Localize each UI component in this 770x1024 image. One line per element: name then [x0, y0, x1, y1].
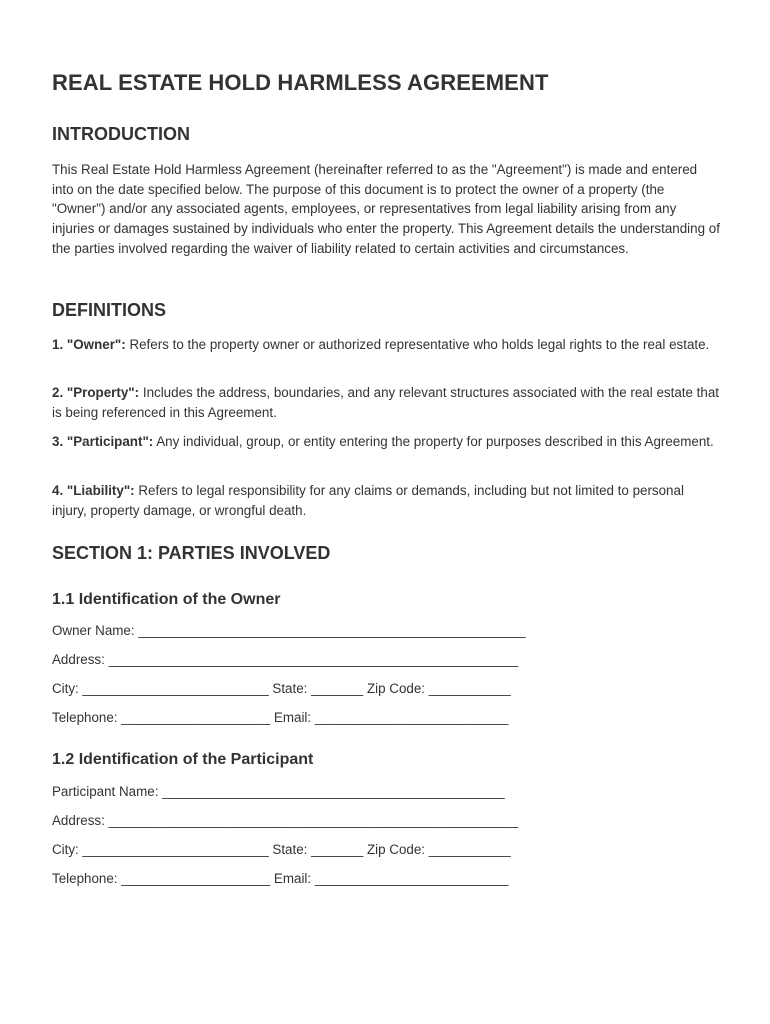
definition-item-property — [52, 383, 720, 422]
definition-term: 1. "Owner": — [52, 337, 126, 352]
definition-text: Includes the address, boundaries, and any relevant structures associated with the real estate that is being referenced in this Agreement. — [52, 385, 719, 420]
participant-telephone-email-field[interactable]: Telephone: ____________________ Email: __________________________ — [52, 871, 509, 886]
participant-city-state-zip-field[interactable]: City: _________________________ State: _______ Zip Code: ___________ — [52, 842, 511, 857]
definition-item-participant — [52, 432, 720, 452]
definition-item-liability — [52, 481, 720, 520]
section1-heading: SECTION 1: PARTIES INVOLVED — [52, 543, 331, 563]
owner-identification-heading: 1.1 Identification of the Owner — [52, 591, 281, 608]
definition-term: 3. "Participant": — [52, 434, 154, 449]
definition-text: Refers to legal responsibility for any claims or demands, including but not limited to personal injury, property damage, or wrongful death. — [52, 483, 684, 518]
participant-name-field[interactable]: Participant Name: ______________________________________________ — [52, 784, 505, 799]
definition-term: 2. "Property": — [52, 385, 140, 400]
document-title: REAL ESTATE HOLD HARMLESS AGREEMENT — [52, 70, 549, 95]
definition-text: Refers to the property owner or authorized representative who holds legal rights to the real estate. — [125, 337, 710, 352]
definition-term: 4. "Liability": — [52, 483, 135, 498]
introduction-heading: INTRODUCTION — [52, 124, 190, 144]
owner-name-field[interactable]: Owner Name: ____________________________________________________ — [52, 623, 526, 638]
definition-text: Any individual, group, or entity entering the property for purposes described in this Agreement. — [153, 434, 714, 449]
owner-address-field[interactable]: Address: _______________________________________________________ — [52, 652, 519, 667]
owner-city-state-zip-field[interactable]: City: _________________________ State: _______ Zip Code: ___________ — [52, 681, 511, 696]
participant-identification-heading: 1.2 Identification of the Participant — [52, 751, 314, 768]
introduction-paragraph: This Real Estate Hold Harmless Agreement (hereinafter referred to as the "Agreement") is made and entered into on the date specified below. The purpose of this document is to protect the owner of a property (the "Owner") and/or any associated agents, employees, or representatives from legal liability arising from any injuries or damages sustained by individuals who enter the property. This Agreement details the understanding of the parties involved regarding the waiver of liability related to certain activities and circumstances. — [52, 162, 720, 256]
participant-address-field[interactable]: Address: _______________________________________________________ — [52, 813, 519, 828]
definitions-heading: DEFINITIONS — [52, 300, 167, 320]
owner-telephone-email-field[interactable]: Telephone: ____________________ Email: __________________________ — [52, 710, 509, 725]
definition-item-owner — [52, 335, 720, 355]
